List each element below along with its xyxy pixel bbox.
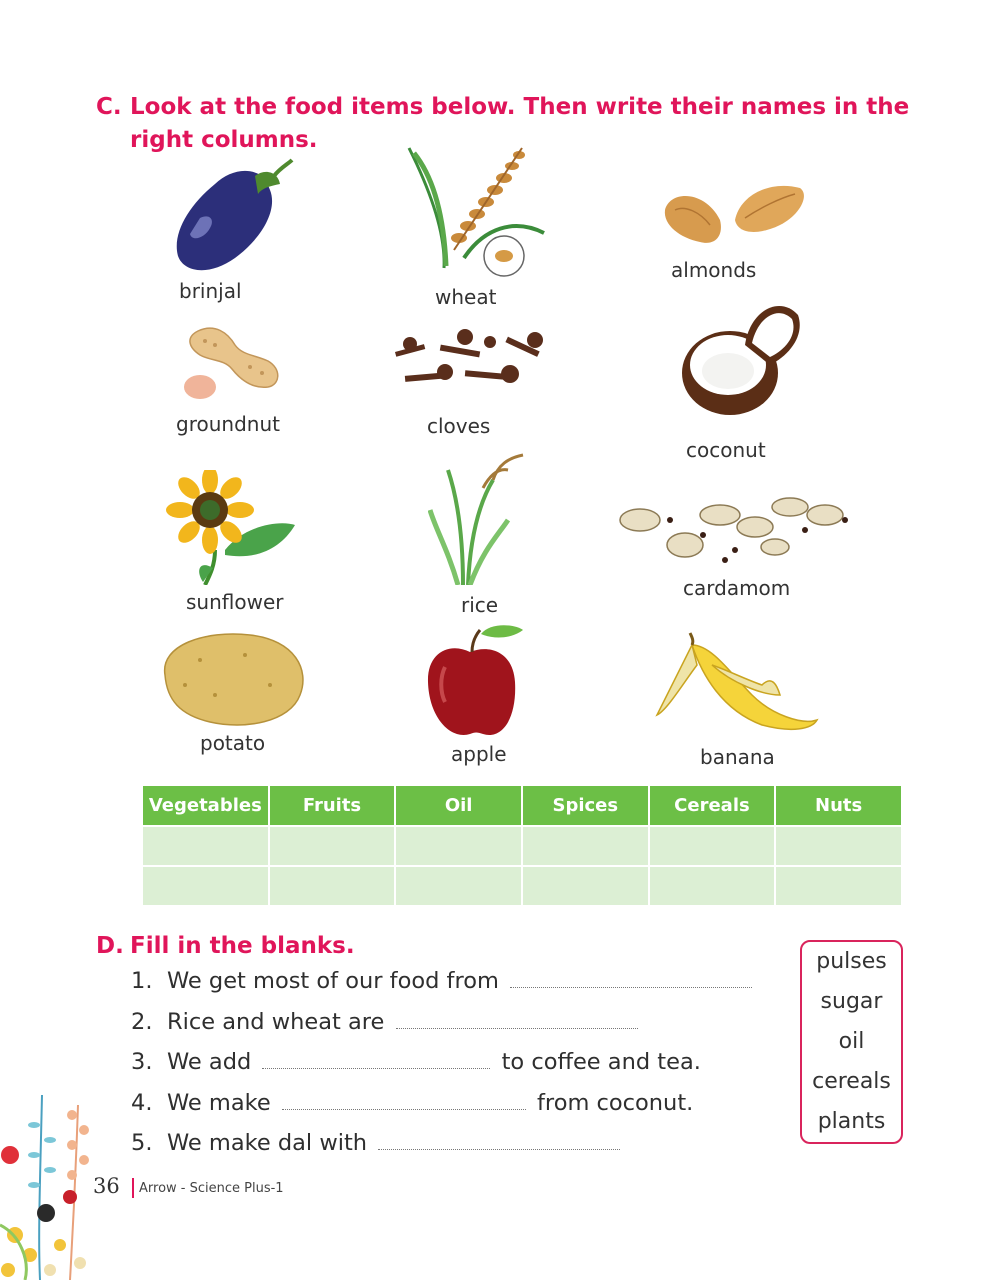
word-box — [800, 940, 903, 1144]
table-cell[interactable] — [650, 865, 775, 905]
section-d-letter: D. — [96, 933, 124, 959]
word-box-item: pulses — [816, 949, 887, 974]
answer-blank[interactable] — [282, 1108, 526, 1110]
question-2 — [131, 1009, 642, 1035]
banana-label: banana — [700, 745, 775, 769]
groundnut-label: groundnut — [176, 412, 280, 436]
cardamom-image — [615, 485, 860, 575]
rice-image — [428, 450, 528, 585]
word-box-item: oil — [838, 1029, 865, 1054]
question-text-after: to coffee and tea. — [494, 1049, 701, 1075]
footer-separator — [132, 1178, 134, 1198]
coconut-label: coconut — [686, 438, 766, 462]
table-cell[interactable] — [143, 865, 268, 905]
answer-blank[interactable] — [262, 1067, 490, 1069]
brinjal-label: brinjal — [179, 279, 242, 303]
rice-label: rice — [461, 593, 499, 617]
sunflower-image — [165, 470, 300, 585]
table-cell[interactable] — [396, 865, 521, 905]
table-cell[interactable] — [270, 825, 395, 865]
question-number: 2. — [131, 1009, 153, 1035]
coconut-image — [670, 295, 805, 420]
header-spices: Spices — [523, 786, 648, 825]
potato-label: potato — [200, 731, 266, 755]
question-5 — [131, 1130, 624, 1156]
table-cell[interactable] — [523, 825, 648, 865]
header-oil: Oil — [396, 786, 521, 825]
page-number: 36 — [93, 1174, 120, 1198]
question-number: 5. — [131, 1130, 153, 1156]
word-box-item: sugar — [820, 989, 883, 1014]
table-cell[interactable] — [523, 865, 648, 905]
almonds-image — [660, 180, 810, 248]
almonds-label: almonds — [671, 258, 757, 282]
question-3 — [131, 1049, 701, 1075]
question-number: 1. — [131, 968, 153, 994]
flower-decoration — [0, 1085, 95, 1280]
cardamom-label: cardamom — [683, 576, 791, 600]
question-text: We make dal with — [167, 1130, 375, 1156]
brinjal-image — [170, 158, 295, 276]
table-cell[interactable] — [270, 865, 395, 905]
section-d-title: Fill in the blanks. — [130, 933, 355, 959]
question-text: Rice and wheat are — [167, 1009, 392, 1035]
answer-blank[interactable] — [378, 1148, 620, 1150]
table-cell[interactable] — [143, 825, 268, 865]
question-text: We make — [167, 1090, 278, 1116]
classification-table — [141, 786, 903, 905]
question-text-after: from coconut. — [529, 1090, 694, 1116]
table-cell[interactable] — [776, 865, 901, 905]
book-title: Arrow - Science Plus-1 — [139, 1181, 284, 1196]
table-cell[interactable] — [776, 825, 901, 865]
table-row — [143, 825, 901, 865]
word-box-item: cereals — [812, 1069, 891, 1094]
header-nuts: Nuts — [776, 786, 901, 825]
cloves-image — [385, 322, 565, 394]
wheat-image — [404, 138, 554, 278]
table-cell[interactable] — [650, 825, 775, 865]
section-c-letter: C. — [96, 94, 122, 120]
potato-image — [155, 630, 310, 730]
apple-image — [425, 622, 530, 740]
table-row — [143, 865, 901, 905]
table-cell[interactable] — [396, 825, 521, 865]
answer-blank[interactable] — [510, 986, 752, 988]
question-text: We get most of our food from — [167, 968, 507, 994]
header-fruits: Fruits — [270, 786, 395, 825]
question-number: 3. — [131, 1049, 153, 1075]
question-number: 4. — [131, 1090, 153, 1116]
header-cereals: Cereals — [650, 786, 775, 825]
cloves-label: cloves — [427, 414, 491, 438]
apple-label: apple — [451, 742, 507, 766]
question-1 — [131, 968, 756, 994]
banana-image — [652, 625, 822, 740]
section-c-instruction: Look at the food items below. Then write their names in the right columns. — [130, 94, 910, 153]
section-d-heading — [96, 930, 596, 963]
question-text: We add — [167, 1049, 259, 1075]
word-box-item: plants — [817, 1109, 886, 1134]
sunflower-label: sunflower — [186, 590, 284, 614]
header-vegetables: Vegetables — [143, 786, 268, 825]
groundnut-image — [180, 323, 285, 403]
answer-blank[interactable] — [396, 1027, 638, 1029]
question-4 — [131, 1090, 693, 1116]
wheat-label: wheat — [435, 285, 497, 309]
